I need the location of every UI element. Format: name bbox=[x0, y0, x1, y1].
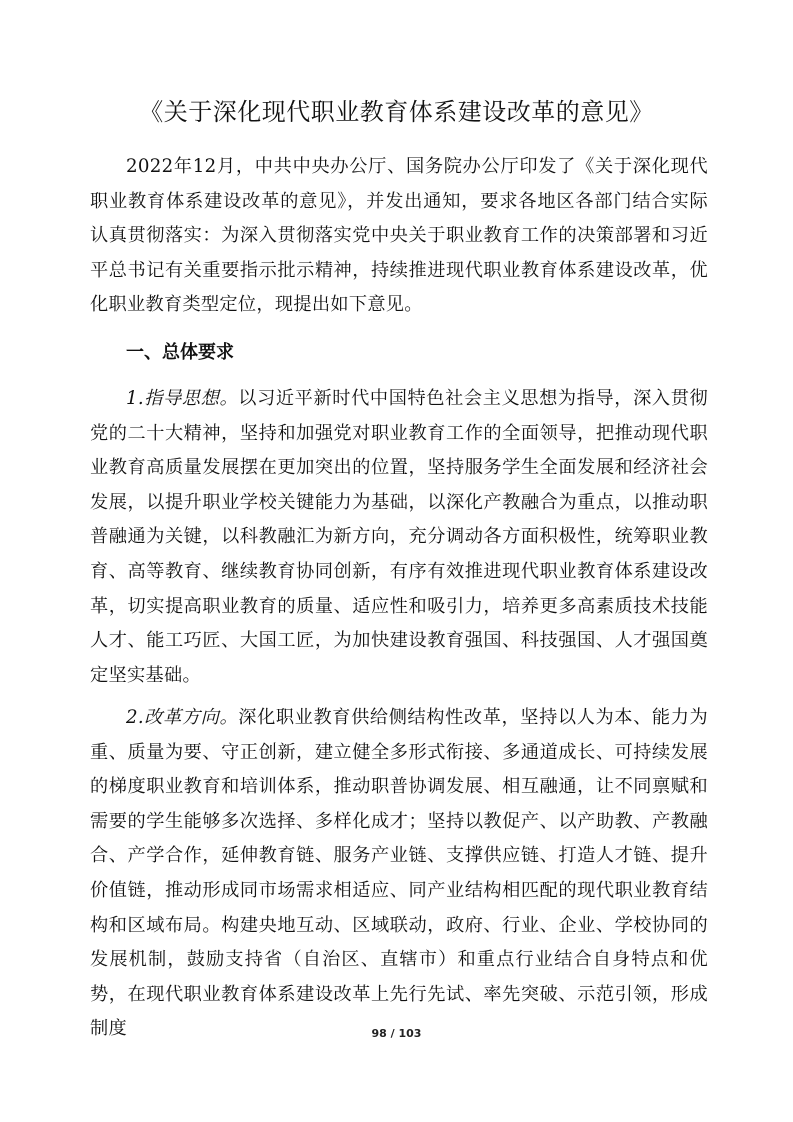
paragraph-guiding-thought bbox=[90, 382, 708, 693]
page-number: 98 / 103 bbox=[371, 1027, 422, 1040]
document-title: 《关于深化现代职业教育体系建设改革的意见》 bbox=[139, 98, 654, 126]
paragraph-lead: 2.改革方向。 bbox=[126, 707, 239, 728]
intro-paragraph: 2022年12月，中共中央办公厅、国务院办公厅印发了《关于深化现代职业教育体系建设改革的意见》，并发出通知，要求各地区各部门结合实际认真贯彻落实：为深入贯彻落实党中央关于职业教育工作的决策部署和习近平总书记有关重要指示批示精神，持续推进现代职业教育体系建设改革，优化职业教育类型定位，现提出如下意见。 bbox=[90, 156, 708, 316]
paragraph-reform-direction bbox=[90, 701, 708, 1047]
paragraph-body: 以习近平新时代中国特色社会主义思想为指导，深入贯彻党的二十大精神，坚持和加强党对职业教育工作的全面领导，把推动现代职业教育高质量发展摆在更加突出的位置，坚持服务学生全面发展和经济社会发展，以提升职业学校关键能力为基础，以深化产教融合为重点，以推动职普融通为关键，以科教融汇为新方向，充分调动各方面积极性，统筹职业教育、高等教育、继续教育协同创新，有序有效推进现代职业教育体系建设改革，切实提高职业教育的质量、适应性和吸引力，培养更多高素质技术技能人才、能工巧匠、大国工匠，为加快建设教育强国、科技强国、人才强国奠定坚实基础。 bbox=[90, 388, 708, 686]
paragraph-body: 深化职业教育供给侧结构性改革，坚持以人为本、能力为重、质量为要、守正创新，建立健全多形式衔接、多通道成长、可持续发展的梯度职业教育和培训体系，推动职普协调发展、相互融通，让不同禀赋和需要的学生能够多次选择、多样化成才；坚持以教促产、以产助教、产教融合、产学合作，延伸教育链、服务产业链、支撑供应链、打造人才链、提升价值链，推动形成同市场需求相适应、同产业结构相匹配的现代职业教育结构和区域布局。构建央地互动、区域联动，政府、行业、企业、学校协同的发展机制，鼓励支持省（自治区、直辖市）和重点行业结合自身特点和优势，在现代职业教育体系建设改革上先行先试、率先突破、示范引领，形成制度 bbox=[90, 707, 708, 1040]
section-heading: 一、总体要求 bbox=[126, 342, 234, 363]
paragraph-lead: 1.指导思想。 bbox=[126, 388, 239, 409]
